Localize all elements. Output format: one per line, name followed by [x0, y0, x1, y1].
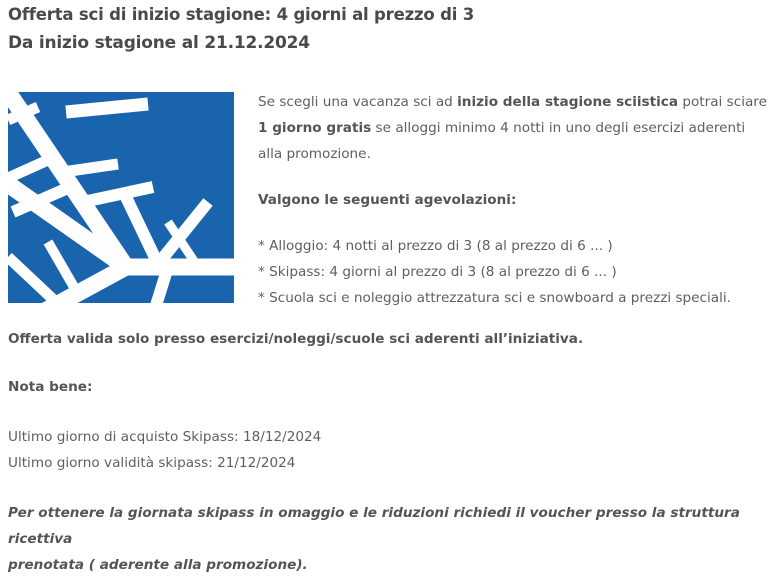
page-subtitle: Da inizio stagione al 21.12.2024 — [8, 33, 310, 53]
spacer — [258, 213, 770, 233]
benefit-item-school-rental: * Scuola sci e noleggio attrezzatura sci e snowboard a prezzi speciali. — [258, 290, 731, 306]
intro-line-3: alla promozione. — [258, 146, 371, 162]
voucher-note-line-1: Per ottenere la giornata skipass in omaggio e le riduzioni richiedi il voucher presso la struttura ricettiva — [8, 505, 740, 547]
intro-highlight-free-day: 1 giorno gratis — [258, 120, 372, 136]
page-title: Offerta sci di inizio stagione: 4 giorni al prezzo di 3 — [8, 5, 474, 24]
intro-text-a: Se scegli una vacanza sci ad — [258, 94, 458, 110]
offer-page — [8, 2, 768, 578]
voucher-note — [8, 500, 768, 578]
snowflake-icon — [8, 92, 234, 303]
offer-intro — [8, 92, 768, 304]
intro-text-e: se alloggi minimo 4 notti in uno degli esercizi aderenti — [371, 120, 746, 136]
benefits-heading: Valgono le seguenti agevolazioni: — [258, 192, 517, 208]
intro-line-1 — [258, 89, 770, 115]
validity-note: Offerta valida solo presso esercizi/noleggi/scuole sci aderenti all’iniziativa. — [8, 331, 584, 347]
note-label: Nota bene: — [8, 379, 93, 395]
last-purchase-date: Ultimo giorno di acquisto Skipass: 18/12/2024 — [8, 429, 322, 445]
benefit-item-accommodation: * Alloggio: 4 notti al prezzo di 3 (8 al prezzo di 6 ... ) — [258, 238, 613, 254]
note-dates — [8, 424, 768, 476]
intro-highlight-season: inizio della stagione sciistica — [457, 94, 679, 110]
last-validity-date: Ultimo giorno validità skipass: 21/12/2024 — [8, 455, 296, 471]
benefit-item-skipass: * Skipass: 4 giorni al prezzo di 3 (8 al prezzo di 6 ... ) — [258, 264, 617, 280]
snowflake-image — [8, 92, 234, 303]
voucher-note-line-2: prenotata ( aderente alla promozione). — [8, 557, 308, 573]
intro-text — [258, 89, 770, 311]
intro-line-2 — [258, 115, 770, 141]
spacer — [258, 167, 770, 187]
intro-text-c: potrai sciare — [678, 94, 767, 110]
